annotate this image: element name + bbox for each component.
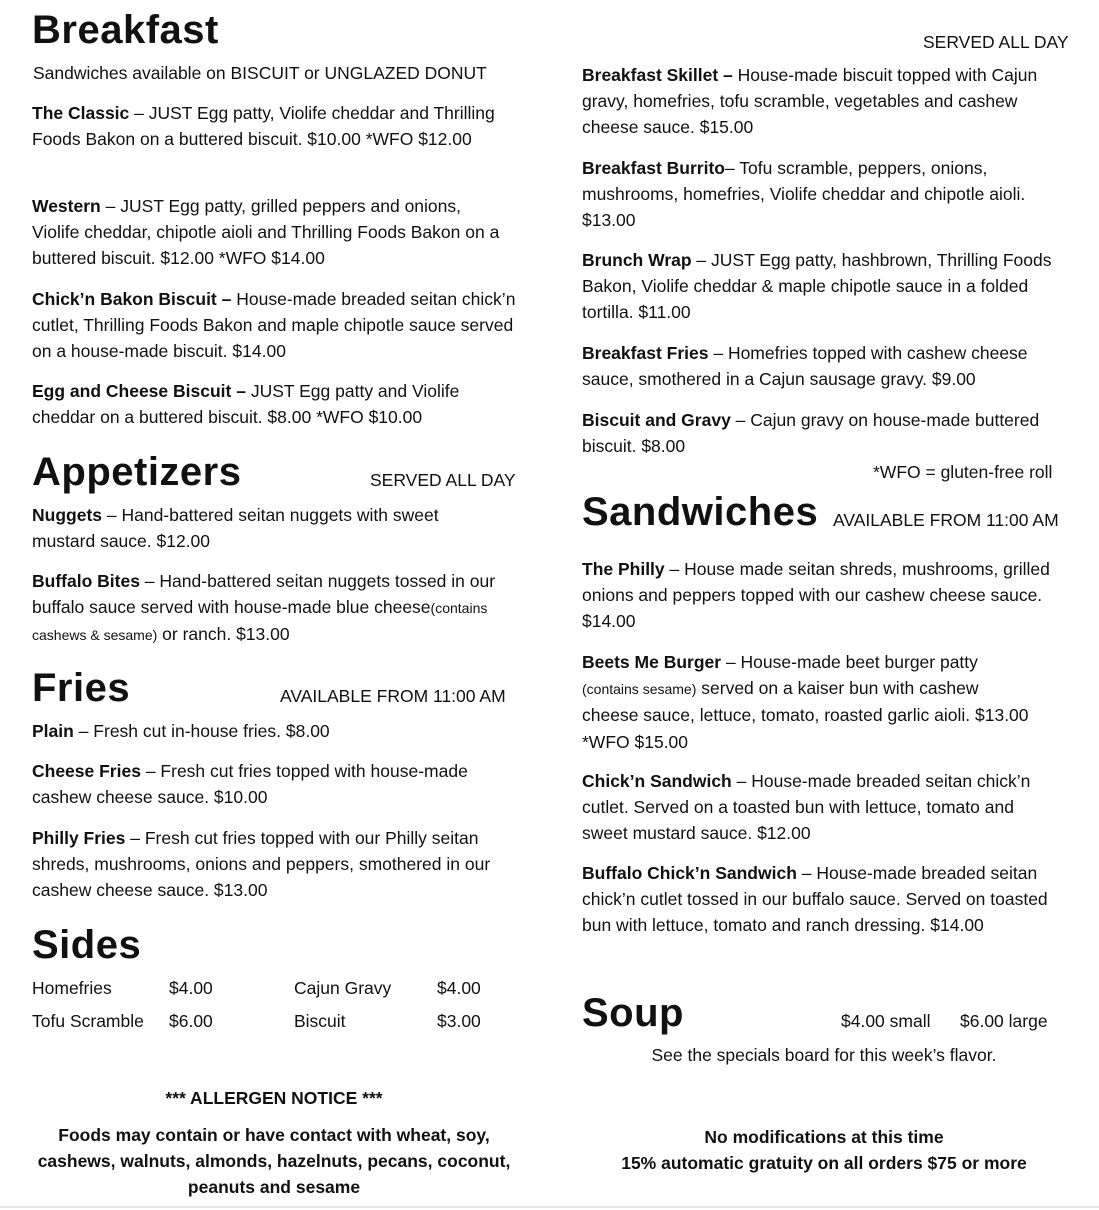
menu-item-beets-me-burger xyxy=(582,649,1032,755)
item-desc: House made seitan shreds, mushrooms, grilled onions and peppers topped with our cashew cheese sauce. $14.00 xyxy=(582,559,1050,632)
allergen-title: *** ALLERGEN NOTICE *** xyxy=(165,1088,383,1108)
appetizers-served: SERVED ALL DAY xyxy=(370,470,516,490)
item-desc-end: or ranch. $13.00 xyxy=(157,624,290,645)
side-price: $4.00 xyxy=(169,978,213,998)
side-price: $3.00 xyxy=(437,1011,481,1031)
item-name: The Classic xyxy=(32,103,130,123)
item-desc: JUST Egg patty, Violife cheddar and Thrilling Foods Bakon on a buttered biscuit. $10.00 *WFO $12.00 xyxy=(32,103,495,150)
item-name: Beets Me Burger xyxy=(582,652,722,672)
menu-item-buffalo-chickn-sandwich xyxy=(582,860,1077,939)
breakfast-subtitle: Sandwiches available on BISCUIT or UNGLAZED DONUT xyxy=(33,63,487,83)
item-name: Buffalo Chick’n Sandwich xyxy=(582,863,797,883)
allergen-text: Foods may contain or have contact with wheat, soy, cashews, walnuts, almonds, hazelnuts, pecans, coconut, peanuts and sesame xyxy=(37,1125,511,1198)
item-name: Breakfast Skillet – xyxy=(582,65,733,85)
breakfast-heading: Breakfast xyxy=(32,8,219,52)
item-sep: – xyxy=(73,721,94,741)
menu-item-plain-fries xyxy=(32,718,512,744)
item-name: Brunch Wrap xyxy=(582,250,692,270)
item-name: Chick’n Sandwich xyxy=(582,771,732,791)
item-name: The Philly xyxy=(582,559,665,579)
page-bottom-divider xyxy=(0,1206,1099,1208)
item-sep: – xyxy=(691,250,712,270)
menu-item-buffalo-bites xyxy=(32,568,512,649)
soup-small-price: $4.00 small xyxy=(841,1011,931,1031)
soup-large-price: $6.00 large xyxy=(960,1011,1048,1031)
item-desc: Fresh cut fries topped with house-made cashew cheese sauce. $10.00 xyxy=(32,761,468,808)
wfo-note: *WFO = gluten-free roll xyxy=(873,462,1053,482)
item-name: Cheese Fries xyxy=(32,761,141,781)
item-name: Buffalo Bites xyxy=(32,571,140,591)
menu-item-the-classic xyxy=(32,100,502,152)
item-desc: Fresh cut fries topped with our Philly seitan shreds, mushrooms, onions and peppers, smothered in our cashew cheese sauce. $13.00 xyxy=(32,828,491,901)
footer-no-modifications: No modifications at this time xyxy=(704,1127,944,1147)
item-desc: House-made breaded seitan chick’n cutlet. Served on a toasted bun with lettuce, tomato and sweet mustard sauce. $12.00 xyxy=(582,771,1031,844)
side-price: $4.00 xyxy=(437,978,481,998)
item-desc: Cajun gravy on house-made buttered biscuit. $8.00 xyxy=(582,410,1040,457)
menu-item-nuggets xyxy=(32,502,502,554)
item-name: Chick’n Bakon Biscuit – xyxy=(32,289,232,309)
menu-item-breakfast-burrito xyxy=(582,155,1052,234)
item-sep: – xyxy=(731,771,752,791)
item-name: Egg and Cheese Biscuit – xyxy=(32,381,246,401)
item-desc: Fresh cut in-house fries. $8.00 xyxy=(93,721,330,741)
footer-gratuity: 15% automatic gratuity on all orders $75 or more xyxy=(621,1153,1027,1173)
item-desc: House-made beet burger patty xyxy=(740,652,978,672)
allergen-note: (contains cashews & sesame) xyxy=(32,600,488,644)
fries-served: AVAILABLE FROM 11:00 AM xyxy=(280,686,506,706)
item-sep: – xyxy=(730,410,751,430)
item-desc: Hand-battered seitan nuggets with sweet mustard sauce. $12.00 xyxy=(32,505,439,552)
item-desc: House-made biscuit topped with Cajun gravy, homefries, tofu scramble, vegetables and cashew cheese sauce. $15.00 xyxy=(582,65,1038,138)
soup-heading: Soup xyxy=(582,991,684,1035)
menu-item-the-philly xyxy=(582,556,1052,635)
fries-heading: Fries xyxy=(32,666,131,710)
item-sep: – xyxy=(129,103,149,123)
item-desc: Tofu scramble, peppers, onions, mushrooms, homefries, Violife cheddar and chipotle aioli. $13.00 xyxy=(582,158,1026,231)
item-name: Breakfast Fries xyxy=(582,343,709,363)
sandwiches-served: AVAILABLE FROM 11:00 AM xyxy=(833,510,1059,530)
side-name: Tofu Scramble xyxy=(32,1011,144,1031)
item-sep: – xyxy=(139,571,160,591)
menu-item-western xyxy=(32,193,512,272)
item-sep: – xyxy=(724,158,740,178)
item-sep: – xyxy=(125,828,145,848)
sandwiches-heading: Sandwiches xyxy=(582,490,819,534)
item-name: Western xyxy=(32,196,101,216)
item-name: Breakfast Burrito xyxy=(582,158,725,178)
item-desc: Homefries topped with cashew cheese sauce, smothered in a Cajun sausage gravy. $9.00 xyxy=(582,343,1028,390)
side-name: Biscuit xyxy=(294,1011,346,1031)
side-name: Homefries xyxy=(32,978,112,998)
item-sep: – xyxy=(664,559,685,579)
menu-item-cheese-fries xyxy=(32,758,512,810)
item-desc: JUST Egg patty and Violife cheddar on a buttered biscuit. $8.00 *WFO $10.00 xyxy=(32,381,460,428)
breakfast-served: SERVED ALL DAY xyxy=(923,32,1069,52)
allergen-note: (contains sesame) xyxy=(582,681,697,698)
menu-item-breakfast-fries xyxy=(582,340,1077,392)
item-sep: – xyxy=(102,505,122,525)
item-sep: – xyxy=(796,863,817,883)
item-desc: House-made breaded seitan chick’n cutlet, Thrilling Foods Bakon and maple chipotle sauce served on a house-made biscuit. $14.00 xyxy=(32,289,516,362)
item-sep: – xyxy=(708,343,728,363)
menu-item-brunch-wrap xyxy=(582,247,1067,326)
item-name: Biscuit and Gravy xyxy=(582,410,731,430)
item-sep: – xyxy=(721,652,741,672)
menu-item-egg-and-cheese-biscuit xyxy=(32,378,512,430)
menu-item-philly-fries xyxy=(32,825,517,904)
item-desc: House-made breaded seitan chick’n cutlet tossed in our buffalo sauce. Served on toasted bun with lettuce, tomato and ranch dressing. $14.00 xyxy=(582,863,1048,936)
appetizers-heading: Appetizers xyxy=(32,450,242,494)
side-name: Cajun Gravy xyxy=(294,978,392,998)
menu-item-chickn-sandwich xyxy=(582,768,1052,847)
menu-item-chickn-bakon-biscuit xyxy=(32,286,522,365)
item-name: Nuggets xyxy=(32,505,102,525)
item-name: Philly Fries xyxy=(32,828,126,848)
item-name: Plain xyxy=(32,721,74,741)
item-desc: JUST Egg patty, hashbrown, Thrilling Foods Bakon, Violife cheddar & maple chipotle sauce in a folded tortilla. $11.00 xyxy=(582,250,1052,323)
item-sep: – xyxy=(140,761,161,781)
side-price: $6.00 xyxy=(169,1011,213,1031)
sides-heading: Sides xyxy=(32,923,142,967)
item-desc-end: served on a kaiser bun with cashew cheese sauce, lettuce, tomato, roasted garlic aioli. $13.00 *WFO $15.00 xyxy=(582,678,1029,752)
item-sep: – xyxy=(100,196,121,216)
menu-item-breakfast-skillet xyxy=(582,62,1062,141)
soup-note: See the specials board for this week’s flavor. xyxy=(651,1045,997,1065)
item-desc: Hand-battered seitan nuggets tossed in our buffalo sauce served with house-made blue cheese xyxy=(32,571,496,618)
menu-item-biscuit-and-gravy xyxy=(582,407,1062,459)
item-desc: JUST Egg patty, grilled peppers and onions, Violife cheddar, chipotle aioli and Thrilling Foods Bakon on a buttered biscuit. $12.00 *WFO $14.00 xyxy=(32,196,500,269)
